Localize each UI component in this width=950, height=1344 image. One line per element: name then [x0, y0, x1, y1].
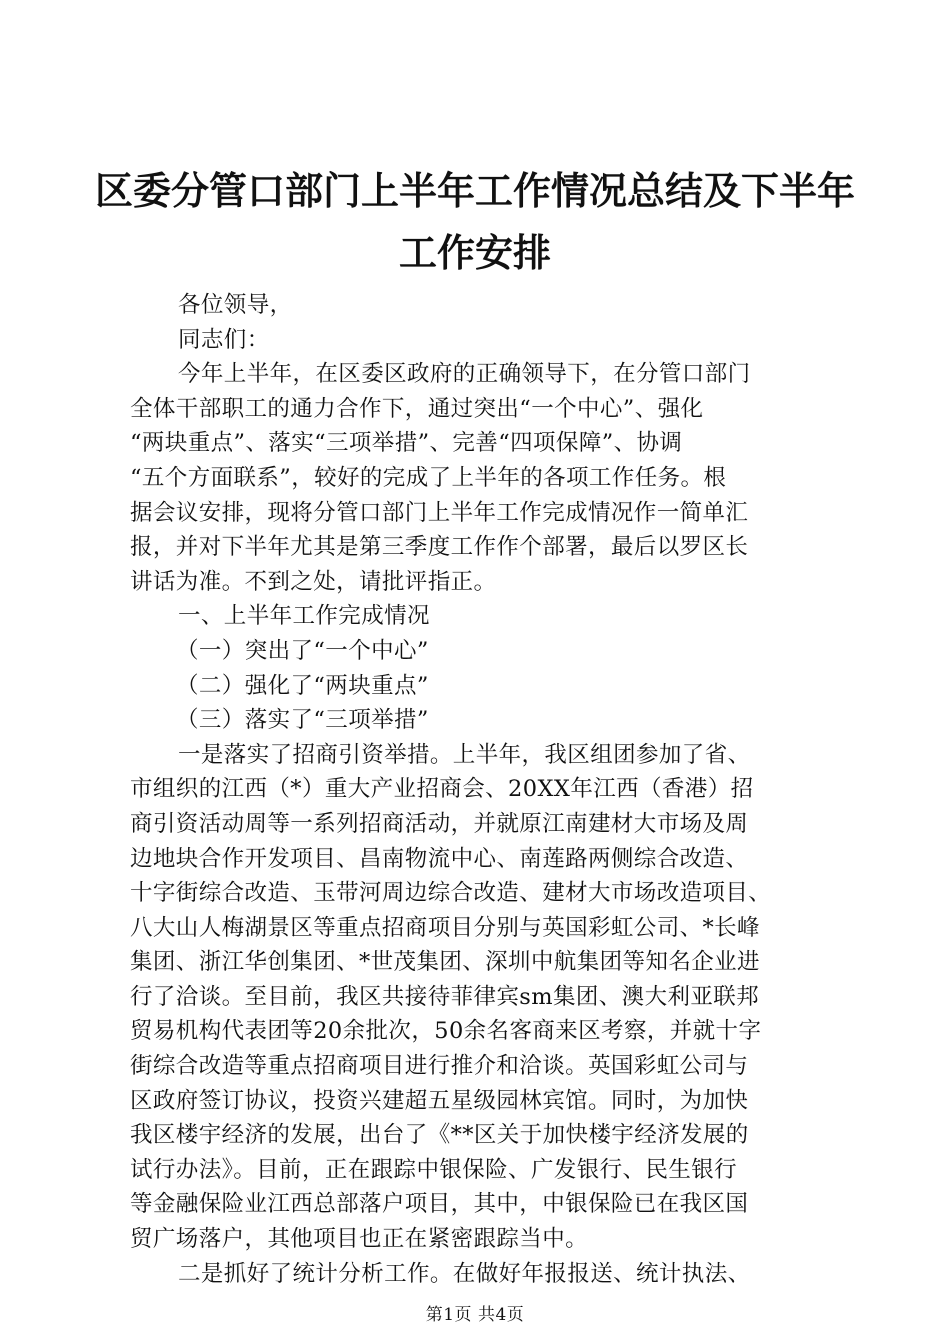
page-footer: 第1页 共4页	[425, 1305, 525, 1325]
body-text-line: 八大山人梅湖景区等重点招商项目分别与英国彩虹公司、*长峰	[130, 914, 760, 941]
body-text-line: 街综合改造等重点招商项目进行推介和洽谈。英国彩虹公司与	[130, 1053, 749, 1080]
body-text-line: “五个方面联系”，较好的完成了上半年的各项工作任务。根	[130, 464, 727, 491]
body-text-line: 行了洽谈。至目前，我区共接待菲律宾sm集团、澳大利亚联邦	[130, 983, 760, 1010]
body-text-line: 各位领导，	[178, 292, 293, 318]
document-title-line-1: 区委分管口部门上半年工作情况总结及下半年	[94, 168, 855, 213]
body-text-line: 商引资活动周等一系列招商活动，并就原江南建材大市场及周	[130, 810, 749, 837]
body-text-line: 贸易机构代表团等20余批次，50余名客商来区考察，并就十字	[130, 1018, 762, 1045]
body-text-line: 二是抓好了统计分析工作。在做好年报报送、统计执法、	[178, 1260, 751, 1287]
body-text-line: 市组织的江西（*）重大产业招商会、20XX年江西（香港）招	[130, 776, 754, 803]
body-text-line: （二）强化了“两块重点”	[176, 672, 429, 699]
body-text-line: 据会议安排，现将分管口部门上半年工作完成情况作一简单汇	[130, 499, 749, 526]
body-text-line: 十字街综合改造、玉带河周边综合改造、建材大市场改造项目、	[130, 880, 772, 907]
body-text-line: 一、上半年工作完成情况	[178, 603, 430, 630]
body-text-line: 区政府签订协议，投资兴建超五星级园林宾馆。同时，为加快	[130, 1087, 749, 1114]
body-text-line: 讲话为准。不到之处，请批评指正。	[130, 568, 497, 595]
body-text-line: 报，并对下半年尤其是第三季度工作作个部署，最后以罗区长	[130, 534, 749, 561]
body-text-line: 我区楼宇经济的发展，出台了《**区关于加快楼宇经济发展的	[130, 1122, 749, 1149]
body-text-line: 全体干部职工的通力合作下，通过突出“一个中心”、强化	[130, 395, 704, 422]
body-text-line: （一）突出了“一个中心”	[176, 637, 429, 664]
body-text-line: “两块重点”、落实“三项举措”、完善“四项保障”、协调	[130, 430, 683, 457]
body-text-line: 等金融保险业江西总部落户项目，其中，中银保险已在我区国	[130, 1191, 749, 1218]
body-text-line: 今年上半年，在区委区政府的正确领导下，在分管口部门	[178, 361, 751, 388]
body-text-line: 同志们：	[178, 326, 270, 353]
body-text-line: 贸广场落户，其他项目也正在紧密跟踪当中。	[130, 1226, 589, 1253]
body-text-line: （三）落实了“三项举措”	[176, 707, 429, 734]
body-text-line: 集团、浙江华创集团、*世茂集团、深圳中航集团等知名企业进	[130, 949, 760, 976]
body-text-line: 一是落实了招商引资举措。上半年，我区组团参加了省、	[178, 741, 751, 768]
body-text-line: 试行办法》。目前，正在跟踪中银保险、广发银行、民生银行	[130, 1156, 738, 1183]
document-title-line-2: 工作安排	[398, 230, 551, 275]
document-body	[130, 288, 830, 1291]
body-text-line: 边地块合作开发项目、昌南物流中心、南莲路两侧综合改造、	[130, 845, 749, 872]
